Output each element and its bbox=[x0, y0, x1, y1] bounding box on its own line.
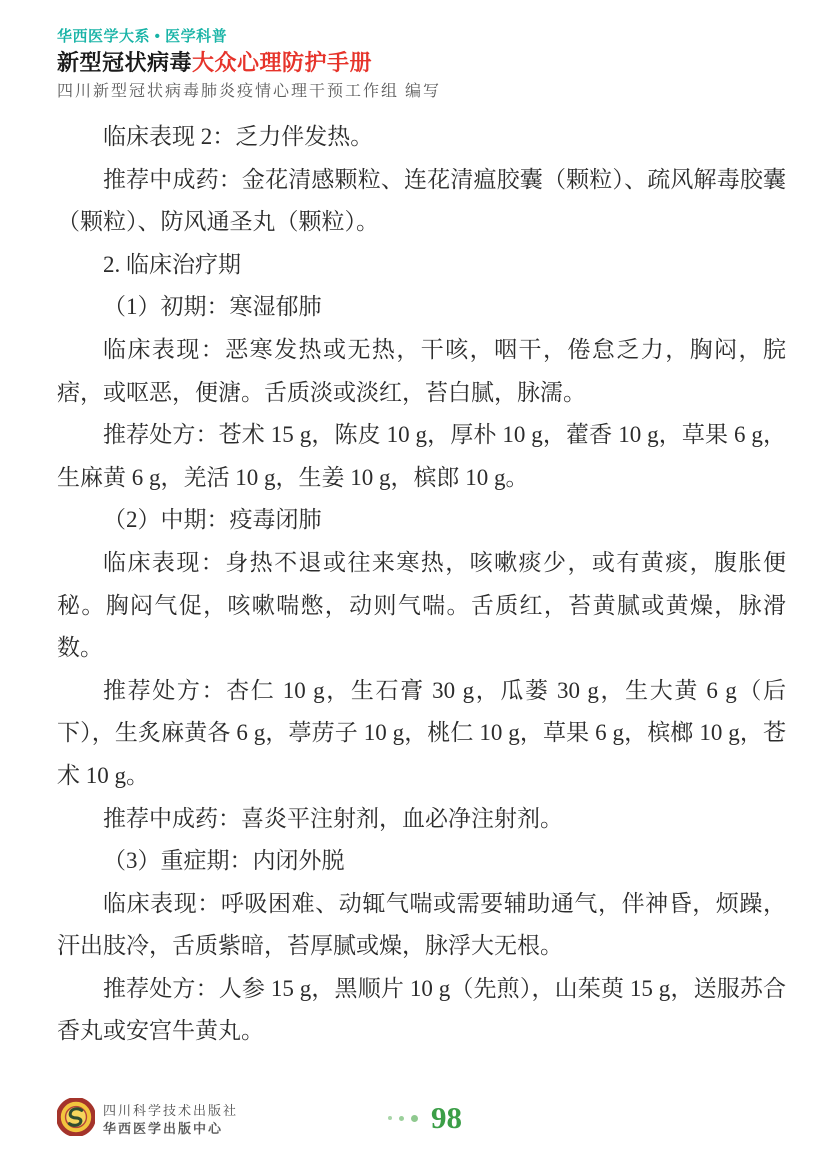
book-header bbox=[57, 28, 787, 102]
paragraph: 2. 临床治疗期 bbox=[103, 251, 241, 277]
publisher-seal-icon bbox=[57, 1098, 95, 1141]
paragraph: 推荐中成药：喜炎平注射剂，血必净注射剂。 bbox=[103, 805, 563, 831]
byline: 四川新型冠状病毒肺炎疫情心理干预工作组 编写 bbox=[57, 83, 442, 100]
paragraph: 临床表现：身热不退或往来寒热，咳嗽痰少，或有黄痰，腹胀便秘。胸闷气促，咳嗽喘憋，动则气喘。舌质红，苔黄腻或黄燥，脉滑数。 bbox=[57, 549, 786, 661]
paragraph: （1）初期：寒湿郁肺 bbox=[103, 294, 322, 320]
page-body bbox=[57, 116, 786, 1053]
publisher-text bbox=[103, 1102, 238, 1138]
book-title-main: 新型冠状病毒 bbox=[57, 50, 193, 75]
page-number-group bbox=[388, 1100, 462, 1136]
publisher-block bbox=[57, 1098, 238, 1141]
paragraph: （3）重症期：内闭外脱 bbox=[103, 848, 345, 874]
publisher-center: 华西医学出版中心 bbox=[103, 1120, 224, 1136]
paragraph: （2）中期：疫毒闭肺 bbox=[103, 507, 322, 533]
paragraph: 临床表现 2：乏力伴发热。 bbox=[103, 124, 374, 149]
page-dots-icon bbox=[388, 1115, 425, 1122]
paragraph: 推荐处方：杏仁 10 g，生石膏 30 g，瓜蒌 30 g，生大黄 6 g（后下），生炙麻黄各 6 g，葶苈子 10 g，桃仁 10 g，草果 6 g，槟榔 10 g，苍术 10 g。 bbox=[57, 677, 786, 788]
page-footer bbox=[0, 1094, 839, 1150]
paragraph: 临床表现：恶寒发热或无热，干咳，咽干，倦怠乏力，胸闷，脘痞，或呕恶，便溏。舌质淡或淡红，苔白腻，脉濡。 bbox=[57, 336, 786, 405]
paragraph: 推荐处方：苍术 15 g，陈皮 10 g，厚朴 10 g，藿香 10 g，草果 6 g，生麻黄 6 g，羌活 10 g，生姜 10 g，槟郎 10 g。 bbox=[57, 422, 786, 490]
series-title: 华西医学大系 • 医学科普 bbox=[57, 28, 228, 45]
publisher-name: 四川科学技术出版社 bbox=[103, 1102, 239, 1118]
paragraph: 推荐处方：人参 15 g，黑顺片 10 g（先煎），山茱萸 15 g，送服苏合香丸或安宫牛黄丸。 bbox=[57, 975, 786, 1044]
paragraph: 推荐中成药：金花清感颗粒、连花清瘟胶囊（颗粒）、疏风解毒胶囊（颗粒）、防风通圣丸（颗粒）。 bbox=[57, 166, 786, 235]
book-title bbox=[57, 50, 787, 76]
page-number: 98 bbox=[431, 1100, 462, 1135]
paragraph: 临床表现：呼吸困难、动辄气喘或需要辅助通气，伴神昏，烦躁，汗出肢冷，舌质紫暗，苔厚腻或燥，脉浮大无根。 bbox=[57, 890, 786, 959]
book-title-subtitle: 大众心理防护手册 bbox=[192, 50, 373, 75]
